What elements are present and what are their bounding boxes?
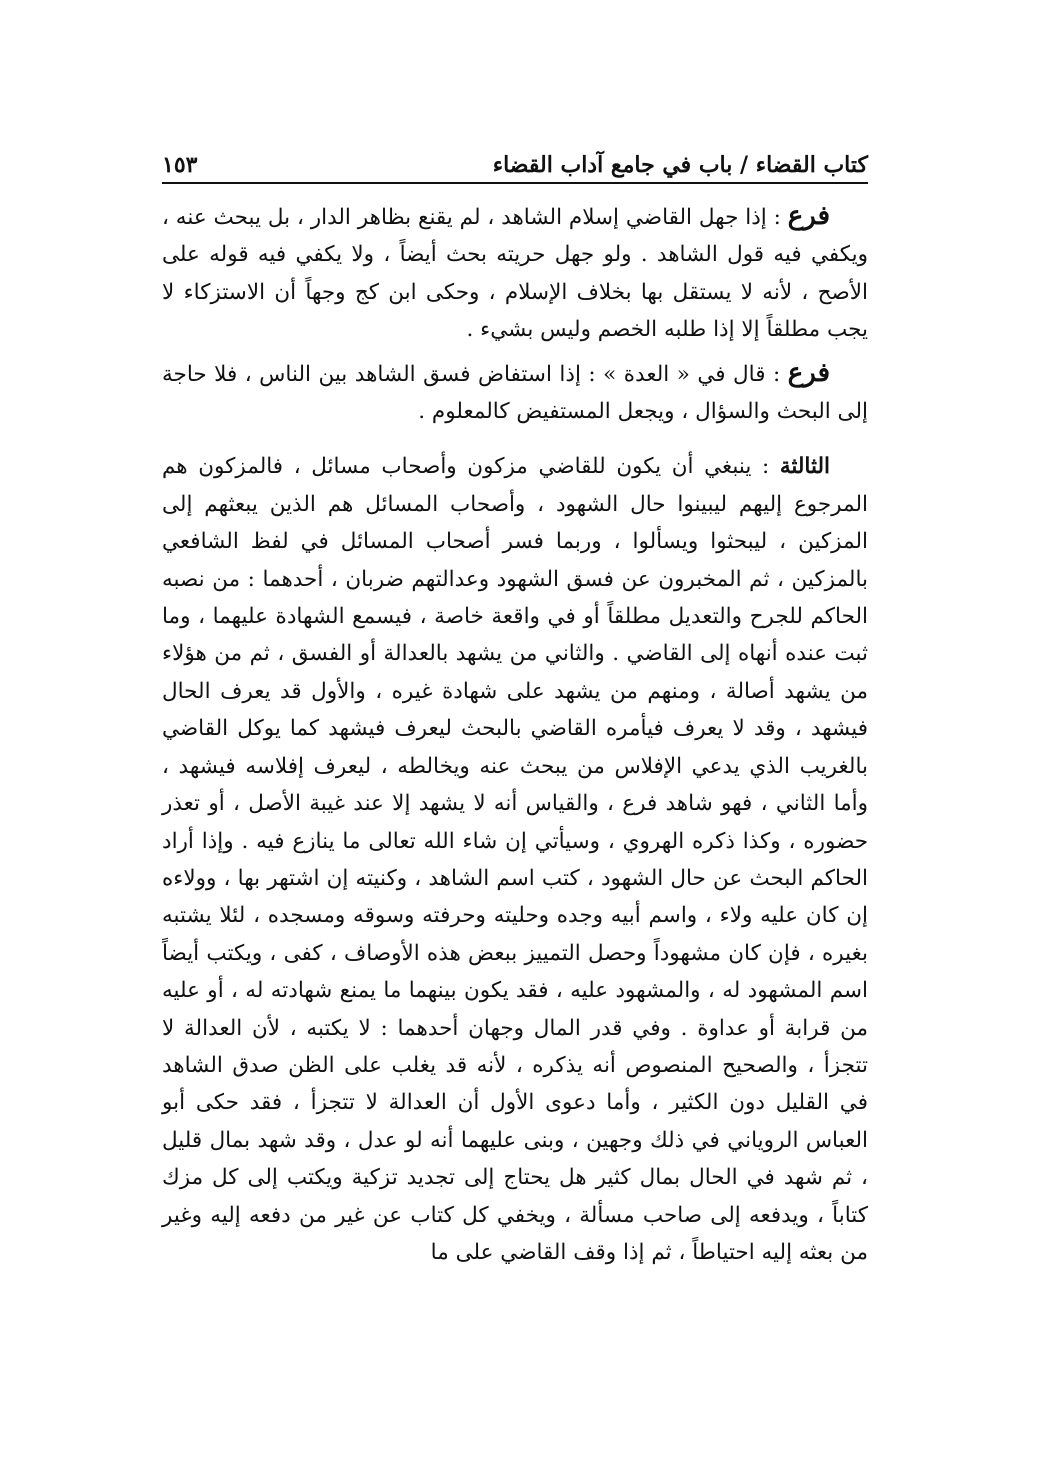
paragraph-branch-islam — [162, 198, 868, 349]
running-header — [162, 140, 868, 178]
page-body — [162, 198, 868, 1271]
paragraph-text: : ينبغي أن يكون للقاضي مزكون وأصحاب مسائل ، فالمزكون هم المرجوع إليهم ليبينوا حال الشهود ، وأصحاب المسائل هم الذين يبعثهم إلى المزكين ، ليبحثوا ويسألوا ، وربما فسر أصحاب المسائل في لفظ الشافعي بالمزكين ، ثم المخبرون عن فسق الشهود وعدالتهم ضربان ، أحدهما : من نصبه الحاكم للجرح والتعديل مطلقاً أو في واقعة خاصة ، فيسمع الشهادة عليهما ، وما ثبت عنده أنهاه إلى القاضي . والثاني من يشهد بالعدالة أو الفسق ، ثم من هؤلاء من يشهد أصالة ، ومنهم من يشهد على شهادة غيره ، والأول قد يعرف الحال فيشهد ، وقد لا يعرف فيأمره القاضي بالبحث ليعرف فيشهد كما يوكل القاضي بالغريب الذي يدعي الإفلاس من يبحث عنه ويخالطه ، ليعرف إفلاسه فيشهد ، وأما الثاني ، فهو شاهد فرع ، والقياس أنه لا يشهد إلا عند غيبة الأصل ، أو تعذر حضوره ، وكذا ذكره الهروي ، وسيأتي إن شاء الله تعالى ما ينازع فيه . وإذا أراد الحاكم البحث عن حال الشهود ، كتب اسم الشاهد ، وكنيته إن اشتهر بها ، وولاءه إن كان عليه ولاء ، واسم أبيه وجده وحليته وحرفته وسوقه ومسجده ، لئلا يشتبه بغيره ، فإن كان مشهوداً وحصل التمييز ببعض هذه الأوصاف ، كفى ، ويكتب أيضاً اسم المشهود له ، والمشهود عليه ، فقد يكون بينهما ما يمنع شهادته له ، أو عليه من قرابة أو عداوة . وفي قدر المال وجهان أحدهما : لا يكتبه ، لأن العدالة لا تتجزأ ، والصحيح المنصوص أنه يذكره ، لأنه قد يغلب على الظن صدق الشاهد في القليل دون الكثير ، وأما دعوى الأول أن العدالة لا تتجزأ ، فقد حكى أبو العباس الروياني في ذلك وجهين ، وبنى عليهما أنه لو عدل ، وقد شهد بمال قليل ، ثم شهد في الحال بمال كثير هل يحتاج إلى تجديد تزكية ويكتب إلى كل مزك كتاباً ، ويدفعه إلى صاحب مسألة ، ويخفي كل كتاب عن غير من دفعه إليه وغير من بعثه إليه احتياطاً ، ثم إذا وقف القاضي على ما — [162, 454, 868, 1265]
header-title: كتاب القضاء / باب في جامع آداب القضاء — [492, 151, 868, 178]
paragraph-text: : قال في « العدة » : إذا استفاض فسق الشاهد بين الناس ، فلا حاجة إلى البحث والسؤال ، ويجعل المستفيض كالمعلوم . — [162, 361, 868, 425]
paragraph-branch-udda — [162, 355, 868, 431]
book-page — [162, 140, 868, 1271]
paragraph-third-issue — [162, 448, 868, 1271]
paragraph-lead: فرع — [787, 201, 830, 231]
paragraph-lead: الثالثة — [779, 454, 830, 480]
paragraph-text: : إذا جهل القاضي إسلام الشاهد ، لم يقنع بظاهر الدار ، بل يبحث عنه ، ويكفي فيه قول الشاهد . ولو جهل حريته بحث أيضاً ، ولا يكفي فيه قوله على الأصح ، لأنه لا يستقل بها بخلاف الإسلام ، وحكى ابن كج وجهاً أن الاستزكاء لا يجب مطلقاً إلا إذا طلبه الخصم وليس بشيء . — [162, 205, 868, 343]
paragraph-lead: فرع — [787, 357, 830, 388]
page-number: ١٥٣ — [162, 151, 198, 178]
header-rule — [162, 182, 868, 184]
